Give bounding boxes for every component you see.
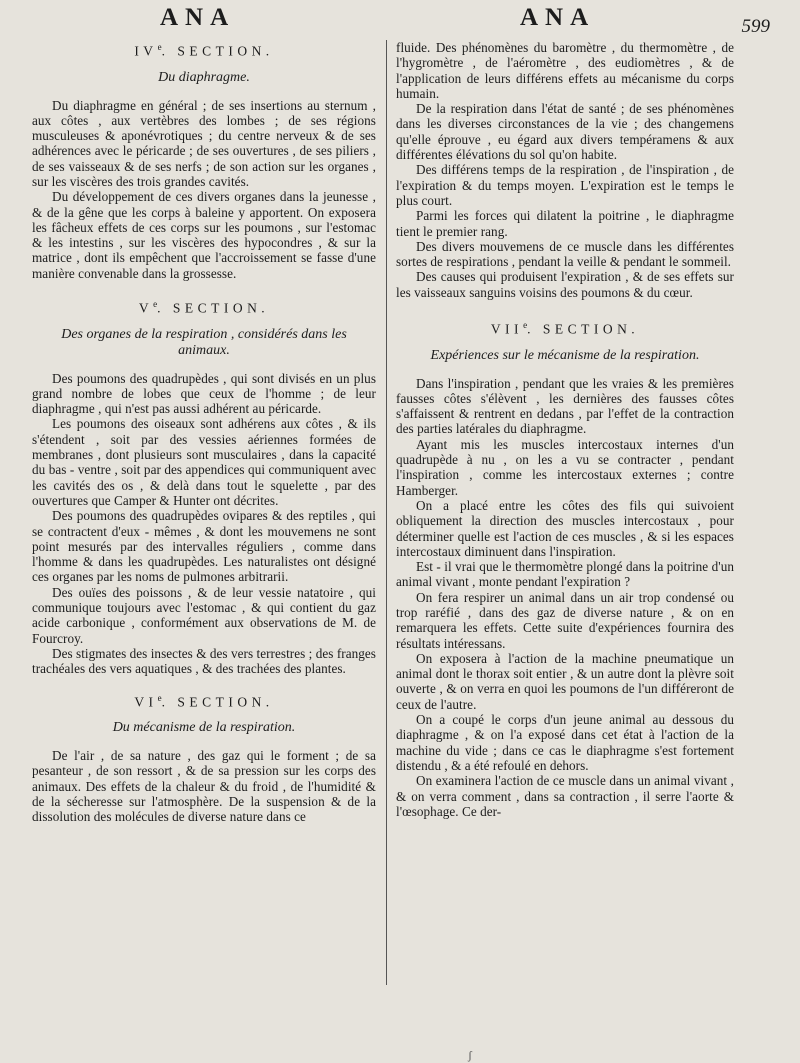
column-divider [386,40,387,985]
paragraph: Ayant mis les muscles intercostaux internes d'un quadrupède à nu , on les a vu se contracter , pendant l'inspiration , comme les intercostaux externes ; contre Hamberger. [396,436,734,498]
section-heading-v: Ve. SECTION. [138,299,270,316]
paragraph: Dans l'inspiration , pendant que les vraies & les premières fausses côtes s'élèvent , les dernières des fausses côtes s'affaissent & rentrent en dedans , par l'effet de la contraction des parties latérales du diaphragme. [396,375,734,437]
section-title-iv: Du diaphragme. [158,69,250,85]
section-title-v: Des organes de la respiration , considérés dans les animaux. [61,326,347,358]
section-title-vi: Du mécanisme de la respiration. [112,720,296,735]
paragraph: Du diaphragme en général ; de ses insertions au sternum , aux côtes , aux vertèbres des lombes ; de ses régions musculeuses & aponévrotiques ; du centre nerveux & de ses adhérences avec le péricarde ; de ses ouvertures , de ses piliers , de ses vaisseaux & de ses nerfs ; de son action sur les organes , sur les viscères des trois grandes cavités. [32,97,376,189]
paragraph: Les poumons des oiseaux sont adhérens aux côtes , & ils s'étendent , soit par des vessies aériennes formées de membranes , dont plusieurs sont musculaires , dans la capacité du bas - ventre , soit par des appendices qui communiquent avec les cavités des os , & delà dans tout le squelette , par des ouvertures que Camper & Hunter ont décrites. [32,416,376,508]
paragraph: On fera respirer un animal dans un air trop condensé ou trop raréfié , dans des gaz de diverse nature , & on en remarquera les effets. Cette suite d'expériences fournira des résultats intéressans. [396,589,734,651]
section-heading-vi: VIe. SECTION. [134,692,274,709]
section-heading-vii: VIIe. SECTION. [490,320,640,337]
left-column [32,40,376,1040]
paragraph: Est - il vrai que le thermomètre plongé dans la poitrine d'un animal vivant , monte pendant l'expiration ? [396,559,734,590]
paragraph: On a coupé le corps d'un jeune animal au dessous du diaphragme , & on l'a exposé dans cet état à l'action de la machine du vide ; dans ce cas le diaphragme s'est fortement distendu , & a été refoulé en dehors. [396,712,734,773]
footer-mark: ʃ [468,1048,472,1062]
paragraph: On a placé entre les côtes des fils qui suivoient obliquement la direction des muscles intercostaux , pour déterminer quelle est l'action de ces muscles , & si les espaces intercostaux diminuent dans l'inspiration. [396,497,734,559]
section-title-vii: Expériences sur le mécanisme de la respiration. [430,347,700,363]
section-heading-iv: IVe. SECTION. [134,42,274,59]
paragraph: De la respiration dans l'état de santé ; de ses phénomènes dans les diverses circonstances de la vie ; des changemens qu'elle éprouve , eu égard aux divers tempéramens & aux différentes élévations du sol qu'on habite. [396,101,734,163]
paragraph: Des ouïes des poissons , & de leur vessie natatoire , qui communique toujours avec l'estomac , & qui contient du gaz acide carbonique , conformément aux observations de M. de Fourcroy. [32,584,376,646]
paragraph: Des divers mouvemens de ce muscle dans les différentes sortes de respirations , pendant la veille & pendant le sommeil. [396,238,734,270]
paragraph: Des différens temps de la respiration , de l'inspiration , de l'expiration & du temps moyen. L'expiration est le temps le plus court. [396,162,734,208]
paragraph: Des causes qui produisent l'expiration , & de ses effets sur les vaisseaux sanguins voisins des poumons & du cœur. [396,269,734,300]
paragraph: On exposera à l'action de la machine pneumatique un animal dont le thorax soit entier , & un autre dont la plèvre soit ouverte , & on verra en quoi les poumons de l'un différeront de ceux de l'autre. [396,650,734,712]
paragraph: Des stigmates des insectes & des vers terrestres ; des franges trachéales des vers aquatiques , & des trachées des plantes. [32,645,376,677]
right-column [396,40,734,1040]
paragraph: Des poumons des quadrupèdes ovipares & des reptiles , qui se contractent d'eux - mêmes , & dont les mouvemens ne sont point mesurés par des intervalles réguliers , comme dans l'homme & dans les quadrupèdes. Les naturalistes ont désigné ces organes par les noms de pulmones arbitrarii. [32,508,376,585]
page-header [0,4,800,36]
paragraph: On examinera l'action de ce muscle dans un animal vivant , & on verra comment , dans sa contraction , il serre l'aorte & l'œsophage. Ce der- [396,773,734,819]
paragraph: fluide. Des phénomènes du baromètre , du thermomètre , de l'hygromètre , de l'aéromètre , des eudiomètres , & de l'application de leurs différens effets au mécanisme du corps humain. [396,40,734,101]
page-number: 599 [741,16,770,37]
paragraph: Parmi les forces qui dilatent la poitrine , le diaphragme tient le premier rang. [396,208,734,239]
running-head-right: ANA [520,4,596,31]
paragraph: Du développement de ces divers organes dans la jeunesse , & de la gêne que les corps à baleine y apportent. On exposera les fâcheux effets de ces corps sur les poumons , sur l'estomac & les intestins , sur les viscères des hypocondres , & sur la matrice , dont ils empêchent que l'accroissement se fasse d'une manière convenable dans la grossesse. [32,189,376,281]
paragraph: Des poumons des quadrupèdes , qui sont divisés en un plus grand nombre de lobes que ceux de l'homme ; de leur diaphragme , qui n'est pas aussi adhérent au péricarde. [32,370,376,417]
running-head-left: ANA [160,4,236,31]
paragraph: De l'air , de sa nature , des gaz qui le forment ; de sa pesanteur , de son ressort , & de sa pression sur les corps des animaux. Des effets de la chaleur & du froid , de l'humidité & de la sécheresse sur l'atmosphère. De la suspension & de la dissolution des molécules de diverse nature dans ce [32,748,376,825]
